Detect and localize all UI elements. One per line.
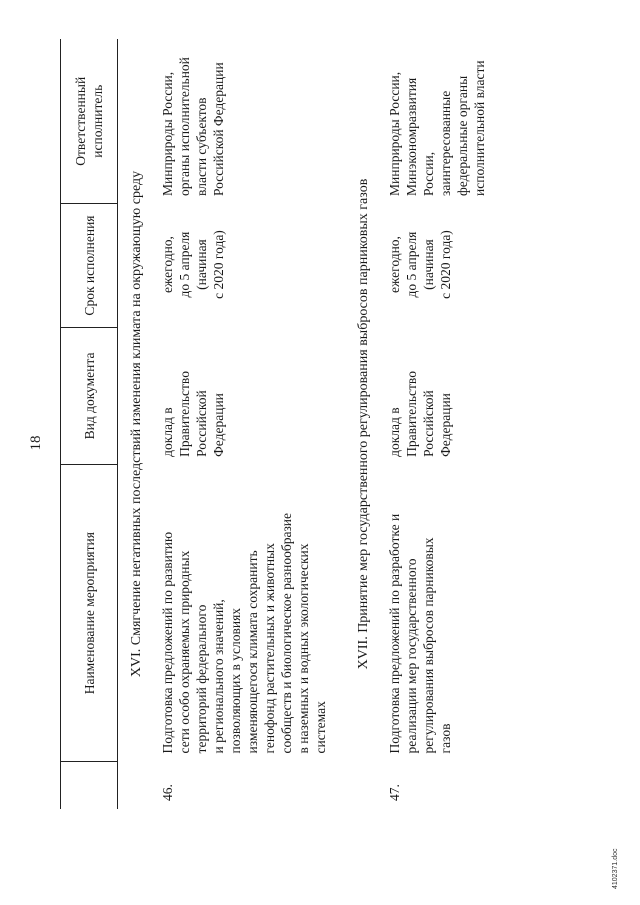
table-body [118,39,505,809]
cell-line: Российской Федерации [211,62,226,196]
measures-table [60,39,504,809]
page-number: 18 [28,435,44,451]
cell-line: федеральные органы [455,75,470,196]
cell-line: Минприроды России, [387,71,402,196]
cell-line: газов [438,723,453,754]
doc-type-cell [159,327,345,465]
cell-line: органы исполнительной [177,57,192,196]
header-doc-type: Вид документа [61,327,118,465]
cell-line: сети особо охраняемых природных [177,550,192,754]
cell-line: Федерации [211,393,226,457]
header-number [61,761,118,809]
measure-name-cell [386,465,504,762]
cell-line: Минэкономразвития [404,77,419,196]
header-deadline: Срок исполнения [61,204,118,327]
cell-line: и регионального значений, [211,599,226,754]
cell-line: Правительство [404,371,419,457]
cell-line: регулирования выбросов парниковых [421,537,436,754]
cell-line: ежегодно, [160,236,175,293]
cell-line: России, [421,151,436,196]
deadline-cell [386,204,504,327]
cell-line: изменяющегося климата сохранить [245,550,260,754]
cell-line: Подготовка предложений по развитию [160,531,175,754]
table-header-row [61,39,118,809]
responsible-cell [386,39,504,204]
doc-type-cell [386,327,504,465]
cell-line: до 5 апреля [404,231,419,298]
cell-line: с 2020 года) [211,230,226,299]
cell-line: (начиная [194,239,209,290]
cell-line: территорий федерального [194,604,209,754]
cell-line: сообществ и биологическое разнообразие [279,512,294,754]
table-row [386,39,504,809]
cell-line: власти субъектов [194,97,209,196]
cell-line: в наземных и водных экологических [296,543,311,754]
cell-line: системах [313,701,328,754]
cell-line: доклад в [160,407,175,457]
cell-line: доклад в [387,407,402,457]
section-heading-row [118,39,160,809]
cell-line: (начиная [421,239,436,290]
row-number: 47. [387,784,402,801]
header-responsible: Ответственный исполнитель [61,39,118,204]
cell-line: генофонд растительных и животных [262,543,277,754]
section-title: XVII. Принятие мер государственного регулирования выбросов парниковых газов [356,178,371,670]
cell-line: Российской [421,390,436,457]
cell-line: Федерации [438,393,453,457]
measure-name-cell [159,465,345,762]
responsible-cell [159,39,345,204]
section-heading-row [345,39,386,809]
cell-line: ежегодно, [387,236,402,293]
cell-line: Правительство [177,371,192,457]
cell-line: с 2020 года) [438,230,453,299]
deadline-cell [159,204,345,327]
table-row [159,39,345,809]
cell-line: Подготовка предложений по разработке и [387,513,402,754]
cell-line: заинтересованные [438,90,453,196]
cell-line: Минприроды России, [160,71,175,196]
row-number: 46. [160,784,175,801]
header-name: Наименование мероприятия [61,465,118,762]
cell-line: до 5 апреля [177,231,192,298]
section-title: XVI. Смягчение негативных последствий изменения климата на окружающую среду [129,170,144,678]
footer-document-code: 4102371.doc [612,848,619,889]
cell-line: исполнительной власти [472,60,487,196]
cell-line: Российской [194,390,209,457]
cell-line: позволяющих в условиях [228,607,243,754]
cell-line: реализации мер государственного [404,558,419,754]
